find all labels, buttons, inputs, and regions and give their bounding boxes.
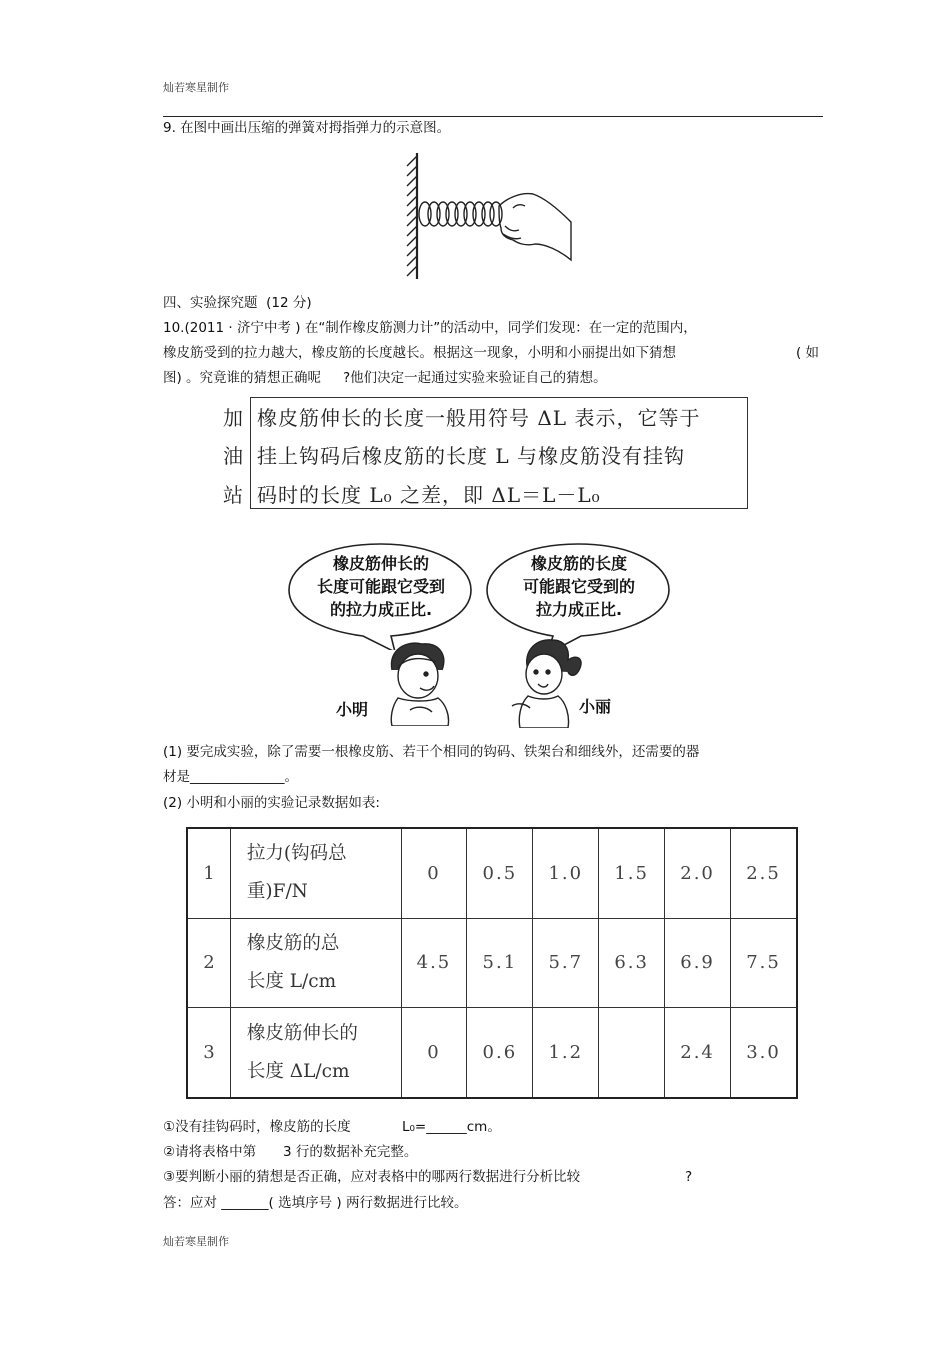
table-row [187,918,797,1008]
table-cell: 6.3 [599,918,665,1008]
row-label [230,918,401,1008]
item-2-text: ②请将表格中第 [163,1144,257,1160]
tipbox-line-1: 橡皮筋伸长的长度一般用符号 ΔL 表示，它等于 [257,406,701,430]
li-bubble-line-2: 可能跟它受到的 [522,577,635,596]
ming-bubble-line-2: 长度可能跟它受到 [316,577,445,596]
table-row [187,828,797,918]
sub-question-2-text: (2) 小明和小丽的实验记录数据如表: [163,795,380,811]
xiaoli-figure [508,636,588,728]
table-cell: 2.5 [731,828,797,918]
tipbox-line-2: 挂上钩码后橡皮筋的长度 L 与橡皮筋没有挂钩 [257,444,685,468]
table-cell: 4.5 [401,918,467,1008]
table-cell: 0.6 [467,1008,533,1098]
header-rule [163,116,823,117]
li-bubble-text [497,552,661,621]
row-label-line: 橡皮筋伸长的 [246,1022,358,1044]
table-cell: 1.5 [599,828,665,918]
table-cell: 1.0 [533,828,599,918]
tipbox-side-char-3: 站 [223,483,243,507]
table-cell: 0 [401,828,467,918]
item-3-mark: ? [685,1169,693,1185]
page-footer: 灿若寒星制作 [163,1235,229,1248]
table-cell: 0 [401,1008,467,1098]
sub-question-1-line1: (1) 要完成实验，除了需要一根橡皮筋、若干个相同的钩码、铁架台和细线外，还需要的器 [163,744,700,760]
spring-figure [395,148,580,284]
row-label-line: 重)F/N [246,881,308,903]
row-index: 1 [187,828,230,918]
question-10-line2: 橡皮筋受到的拉力越大，橡皮筋的长度越长。根据这一现象，小明和小丽提出如下猜想 [163,345,676,361]
ming-bubble-line-1: 橡皮筋伸长的 [332,554,429,573]
row-label [230,828,401,918]
row-label-line: 橡皮筋的总 [246,932,340,954]
li-bubble-line-3: 拉力成正比. [535,600,623,619]
item-2-text-end: 3 行的数据补充完整。 [283,1144,418,1160]
table-cell-empty [599,1008,665,1098]
ming-bubble-text [300,552,462,621]
question-10-line3: 图) 。究竟谁的猜想正确呢 [163,370,322,386]
tipbox-line-3: 码时的长度 L₀ 之差，即 ΔL＝L－L₀ [257,483,601,507]
sub-question-1-line2: 材是______________。 [163,769,298,785]
section-title [163,294,312,312]
row-label-line: 拉力(钩码总 [246,843,347,865]
table-cell: 3.0 [731,1008,797,1098]
question-10-line1: 10.(2011 · 济宁中考 ) 在“制作橡皮筋测力计”的活动中，同学们发现：在一定的范围内， [163,320,697,336]
row-label [230,1008,401,1098]
row-index: 3 [187,1008,230,1098]
table-cell: 2.0 [665,828,731,918]
xiaoming-figure [380,640,460,726]
data-table [186,827,798,1099]
page-header: 灿若寒星制作 [163,81,229,94]
answer-line: 答：应对 _______( 选填序号 ) 两行数据进行比较。 [163,1195,468,1211]
section-score: (12 分) [266,295,312,311]
table-cell: 1.2 [533,1008,599,1098]
ming-bubble-line-3: 的拉力成正比. [329,600,433,619]
item-1-blank: L₀=______cm。 [402,1119,501,1135]
table-cell: 7.5 [731,918,797,1008]
li-bubble-line-1: 橡皮筋的长度 [530,554,627,573]
question-10-line2-end: ( 如 [796,345,820,361]
row-label-line: 长度 ΔL/cm [246,1060,350,1082]
question-9-text: 9. 在图中画出压缩的弹簧对拇指弹力的示意图。 [163,120,451,136]
table-cell: 5.1 [467,918,533,1008]
table-row [187,1008,797,1098]
tipbox-side-char-2: 油 [223,444,243,468]
li-name-label: 小丽 [579,697,612,716]
row-index: 2 [187,918,230,1008]
table-cell: 2.4 [665,1008,731,1098]
tipbox-side-char-1: 加 [223,406,243,430]
item-3-text: ③要判断小丽的猜想是否正确，应对表格中的哪两行数据进行分析比较 [163,1169,581,1185]
question-10-line3-end: ?他们决定一起通过实验来验证自己的猜想。 [343,370,607,386]
section-title-text: 四、实验探究题 [163,295,258,311]
row-label-line: 长度 L/cm [246,970,337,992]
item-1-text: ①没有挂钩码时，橡皮筋的长度 [163,1119,351,1135]
table-cell: 6.9 [665,918,731,1008]
ming-name-label: 小明 [336,700,369,719]
table-cell: 5.7 [533,918,599,1008]
table-cell: 0.5 [467,828,533,918]
